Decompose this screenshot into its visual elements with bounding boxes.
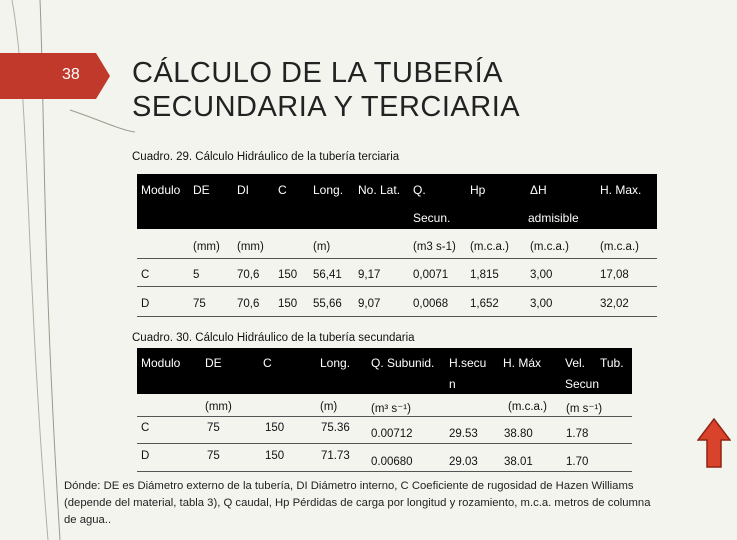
t1-row1-hmax: 17,08 [600,269,629,281]
t2-divider [137,471,632,472]
t2-row1-c: 150 [265,422,285,434]
table2-header-bg [137,348,632,394]
t1-row1-q: 0,0071 [413,269,449,281]
badge-arrow-shape [96,53,110,99]
t2-header-hmax: H. Máx [503,356,542,370]
t1-row2-q: 0,0068 [413,298,449,310]
t2-divider [137,416,632,417]
title-line-1: CÁLCULO DE LA TUBERÍA [132,57,503,89]
t1-row1-modulo: C [141,269,150,281]
t1-header-c: C [278,183,287,197]
t2-header-tub: Tub. [600,356,624,370]
t2-header-hsecu-n: n [449,377,456,391]
slide-number: 38 [62,66,80,83]
t1-header-q: Q. [413,183,426,197]
t2-row2-c: 150 [265,450,285,462]
t2-row1-vel: 1.78 [566,428,589,440]
t1-row1-hp: 1,815 [470,269,499,281]
t1-header-modulo: Modulo [141,183,181,197]
t1-header-de: DE [193,183,210,197]
t1-header-admisible: admisible [528,211,579,225]
t1-unit-hmax: (m.c.a.) [600,241,639,253]
t1-row1-dh: 3,00 [530,269,553,281]
t1-row2-nolat: 9,07 [358,298,381,310]
t1-divider [137,258,657,259]
t1-divider [137,316,657,317]
t1-header-long: Long. [313,183,344,197]
slide-title [132,56,520,124]
t1-row2-dh: 3,00 [530,298,553,310]
t2-row2-hsecu: 29.03 [449,456,478,468]
table1-caption: Cuadro. 29. Cálculo Hidráulico de la tubería terciaria [132,151,400,163]
t1-unit-hp: (m.c.a.) [470,241,509,253]
t2-header-secun: Secun [565,377,600,391]
t1-row1-c: 150 [278,269,298,281]
title-line-2: SECUNDARIA Y TERCIARIA [132,91,521,123]
t1-unit-q: (m3 s-1) [413,241,456,253]
t1-row2-modulo: D [141,298,150,310]
t1-header-hp: Hp [470,183,486,197]
t1-row2-long: 55,66 [313,298,342,310]
t2-row2-hmax: 38.01 [504,456,533,468]
t2-unit-de: (mm) [205,401,232,413]
t1-row2-de: 75 [193,298,206,310]
t1-header-nolat: No. Lat. [358,183,401,197]
t1-header-dh: ΔH [530,183,547,197]
t2-row2-modulo: D [141,450,150,462]
t2-row1-hmax: 38.80 [504,428,533,440]
footnote-line-1: Dónde: DE es Diámetro externo de la tubería, DI Diámetro interno, C Coeficiente de rugosidad de Hazen Williams [64,480,634,492]
t1-row2-di: 70,6 [237,298,260,310]
t2-row1-de: 75 [207,422,220,434]
t1-row2-hmax: 32,02 [600,298,629,310]
t1-header-secun: Secun. [413,211,451,225]
footnote-line-2: (depende del material, tabla 3), Q caudal, Hp Pérdidas de carga por longitud y rozamiento, m.c.a. metros de columna [64,497,651,509]
t2-header-de: DE [205,356,222,370]
t2-row2-vel: 1.70 [566,456,589,468]
t1-row2-hp: 1,652 [470,298,499,310]
up-arrow-icon[interactable] [697,418,731,468]
t2-row2-long: 71.73 [321,450,350,462]
t2-header-c: C [263,356,272,370]
t1-unit-dh: (m.c.a.) [530,241,569,253]
t1-unit-di: (mm) [237,241,264,253]
t1-row1-di: 70,6 [237,269,260,281]
t1-row1-de: 5 [193,269,200,281]
t2-row1-hsecu: 29.53 [449,428,478,440]
t2-unit-vel: (m s⁻¹) [566,403,603,415]
t1-row2-c: 150 [278,298,298,310]
t2-unit-q: (m³ s⁻¹) [371,403,411,415]
t2-header-q: Q. Subunid. [371,356,435,370]
t1-unit-long: (m) [313,241,331,253]
t1-row1-long: 56,41 [313,269,342,281]
t2-row1-modulo: C [141,422,150,434]
t2-row1-long: 75.36 [321,422,350,434]
t2-row2-de: 75 [207,450,220,462]
t1-divider [137,286,657,287]
t2-unit-long: (m) [320,401,338,413]
t2-divider [137,443,632,444]
table2-caption: Cuadro. 30. Cálculo Hidráulico de la tubería secundaria [132,332,415,344]
t1-header-hmax: H. Max. [600,183,642,197]
t2-header-long: Long. [320,356,351,370]
t1-row1-nolat: 9,17 [358,269,381,281]
slide-number-badge [0,53,96,99]
t2-unit-hmax: (m.c.a.) [508,401,547,413]
t2-row2-q: 0.00680 [371,456,413,468]
t2-header-modulo: Modulo [141,356,181,370]
t2-header-hsecu: H.secu [449,356,487,370]
footnote [64,478,724,529]
t1-unit-de: (mm) [193,241,220,253]
footnote-line-3: de agua.. [64,514,112,526]
t2-row1-q: 0.00712 [371,428,413,440]
t1-header-di: DI [237,183,249,197]
t2-header-vel: Vel. [565,356,586,370]
